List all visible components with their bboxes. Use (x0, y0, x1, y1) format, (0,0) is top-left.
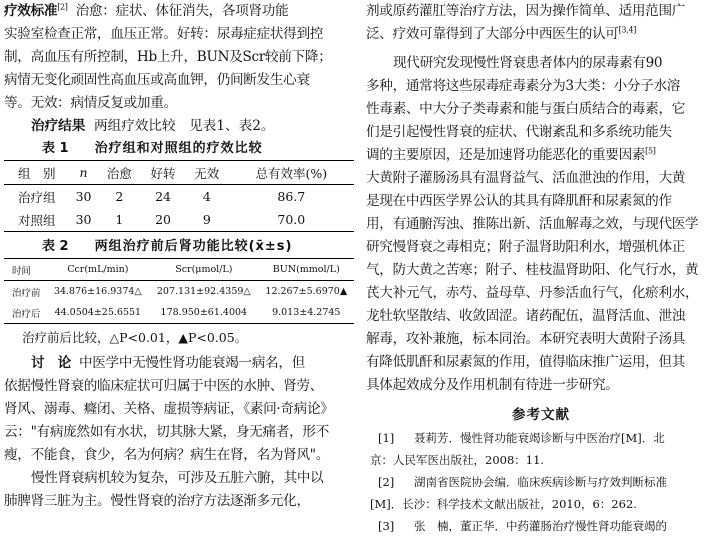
para3-line-2: 是现在中西医学界公认的其具有降肌酐和尿素氮的作 (366, 193, 672, 209)
reference-number: [3] (378, 519, 395, 533)
table1-cell: 1 (97, 208, 141, 232)
reference-text: 聂莉芳．慢性肾功能衰竭诊断与中医治疗[M]．北 (414, 431, 665, 445)
para3-line-7: 龙牡软坚散结、收敛固涩。诸药配伍，温肾活血、泄浊 (366, 308, 686, 324)
table1-cell: 30 (70, 208, 98, 232)
table1-cell: 70.0 (229, 208, 354, 232)
table1-header-cell: 好转 (141, 161, 185, 185)
results-line (4, 115, 354, 138)
table2-cell: 178.950±61.4004 (149, 302, 259, 324)
para3-line-4: 研究慢肾衰之毒相克；附子温肾助阳利水，增强机体正 (366, 239, 686, 255)
para3-line-10: 具体起效成分及作用机制有待进一步研究。 (366, 377, 619, 393)
para2-text-5: 调的主要原因，还是加速肾功能恶化的重要因素 (366, 147, 646, 163)
table1-row (4, 208, 354, 232)
efficacy-text-1: 治愈：症状、体征消失，各项肾功能 (75, 3, 289, 19)
right-top-line-1: 剂或原药灌肛等治疗方法，因为操作简单、适用范围广 (366, 3, 686, 19)
table2-header-cell: Scr(μmol/L) (149, 259, 259, 281)
table2-cell: 9.013±4.2745 (259, 302, 354, 324)
para3-line-1: 大黄附子灌肠汤具有温肾益气、活血泄浊的作用，大黄 (366, 170, 686, 186)
discussion-line-4: 云："有病庞然如有水状，切其脉大紧，身无痛者，形不 (4, 424, 330, 440)
table1 (4, 160, 354, 232)
reference-item (366, 471, 716, 493)
discussion-para2-line-2: 肺脾肾三脏为主。慢性肾衰的治疗方法逐渐多元化， (4, 493, 310, 509)
table2-cell: 治疗后 (4, 302, 47, 324)
discussion-line-5: 瘦，不能食，食少，名为何病？病生在肾，名为肾风"。 (4, 447, 330, 463)
table2-row (4, 302, 354, 324)
reference-text: 张 楠，董正华．中药灌肠治疗慢性肾功能衰竭的 (414, 519, 667, 533)
discussion-line-2: 依据慢性肾衰的临床症状可归属于中医的水肿、肾劳、 (4, 378, 324, 394)
reference-text: 湖南省医院协会编．临床疾病诊断与疗效判断标准 (414, 475, 667, 489)
table2 (4, 258, 354, 324)
table2-header-cell: Ccr(mL/min) (47, 259, 149, 281)
table2-number: 表 2 (42, 239, 69, 254)
right-top-text-2: 泛、疗效可靠得到了大部分中西医生的认可 (366, 26, 619, 42)
table1-header-cell: 组 别 (4, 161, 70, 185)
table2-cell: 治疗前 (12, 287, 41, 299)
right-top-ref: [3,4] (618, 25, 637, 35)
para3-line-5: 气，防大黄之苦寒；附子、桂枝温肾助阳、化气行水，黄 (366, 262, 699, 278)
table1-header-cell: n (70, 161, 98, 185)
para3-line-9: 有降低肌酐和尿素氮的作用，值得临床推广运用，但其 (366, 354, 686, 370)
para3-line-6: 芪大补元气，赤芍、益母草、丹参活血行气，化瘀利水， (366, 285, 699, 301)
para2-line-3: 性毒素、中大分子类毒素和能与蛋白质结合的毒素，它 (366, 101, 686, 117)
table1-caption (4, 138, 354, 160)
table2-title: 两组治疗前后肾功能比较(x̄±s) (94, 239, 293, 254)
table1-cell: 治疗组 (18, 189, 56, 205)
table1-cell: 2 (115, 189, 124, 204)
table2-cell: 44.0504±25.6551 (47, 302, 149, 324)
table2-caption (4, 236, 354, 258)
left-column (4, 0, 354, 513)
discussion-text-1: 中医学中无慢性肾功能衰竭一病名，但 (78, 355, 305, 371)
table1-header-cell: 总有效率(%) (229, 161, 354, 185)
para3-line-8: 解毒，攻补兼施，标本同治。本研究表明大黄附子汤具 (366, 331, 686, 347)
table1-cell: 9 (185, 208, 229, 232)
reference-item (366, 427, 716, 449)
table1-cell: 4 (202, 189, 211, 204)
right-column (366, 0, 716, 537)
table1-row (4, 185, 354, 209)
discussion-line-3: 肾风、溺毒、癃闭、关格、虚损等病证，《素问·奇病论》 (4, 401, 334, 417)
table2-header-cell: 时间 (4, 259, 47, 281)
table1-title: 治疗组和对照组的疗效比较 (94, 141, 263, 156)
efficacy-ref: [2] (57, 2, 68, 12)
right-top-line-2 (366, 23, 716, 46)
table2-row (4, 281, 354, 303)
discussion-line-1 (4, 352, 354, 375)
table2-cell: 34.876±16.9374△ (53, 286, 142, 297)
reference-number: [2] (378, 475, 395, 489)
table1-header-cell: 无效 (185, 161, 229, 185)
para2-line-2: 多种，通常将这些尿毒症毒素分为3大类：小分子水溶 (366, 78, 681, 94)
table2-note: 治疗前后比较，△P<0.01，▲P<0.05。 (22, 330, 248, 345)
table2-header-cell: BUN(mmol/L) (259, 259, 354, 281)
reference-number: [1] (378, 431, 395, 445)
table1-cell: 30 (75, 189, 92, 204)
para2-line-4: 们是引起慢性肾衰的症状、代谢紊乱和多系统功能失 (366, 124, 672, 140)
efficacy-line-2: 实验室检查正常，血压正常。好转：尿毒症症状得到控 (4, 26, 324, 42)
efficacy-line-1 (4, 0, 354, 23)
reference-item-continued: [M]．长沙：科学技术文献出版社，2010，6：262. (370, 497, 637, 511)
table1-cell: 86.7 (277, 189, 306, 204)
discussion-label: 讨 论 (31, 355, 71, 371)
table1-header-cell: 治愈 (97, 161, 141, 185)
references-heading: 参考文献 (512, 407, 570, 423)
table1-cell: 对照组 (4, 208, 70, 232)
reference-item (366, 515, 716, 537)
efficacy-line-3: 制，高血压有所控制，Hb上升，BUN及Scr较前下降； (4, 49, 332, 65)
para2-line-1: 现代研究发现慢性肾衰患者体内的尿毒素有90 (393, 55, 663, 71)
para2-ref: [5] (645, 146, 656, 156)
efficacy-line-4: 病情无变化顽固性高血压或高血钾，仍间断发生心衰 (4, 72, 310, 88)
table1-cell: 20 (141, 208, 185, 232)
para3-line-3: 用，有通腑泻浊、推陈出新、活血解毒之效，与现代医学 (366, 216, 699, 232)
para2-line-5 (366, 144, 716, 167)
results-text: 两组疗效比较 见表1、表2。 (94, 118, 275, 134)
table1-number: 表 1 (42, 141, 69, 156)
results-label: 治疗结果 (31, 118, 86, 134)
table2-header (4, 259, 354, 281)
table2-cell: 12.267±5.6970▲ (265, 286, 348, 297)
reference-item-continued: 京：人民军医出版社，2008：11. (370, 453, 545, 467)
discussion-para2-line-1: 慢性肾衰病机较为复杂，可涉及五脏六腑，其中以 (31, 470, 324, 486)
table1-cell: 24 (155, 189, 171, 204)
efficacy-label: 疗效标准 (4, 3, 58, 19)
table1-header (4, 161, 354, 185)
table2-cell: 207.131±92.4359△ (156, 286, 251, 297)
efficacy-line-5: 等。无效：病情反复或加重。 (4, 95, 177, 111)
